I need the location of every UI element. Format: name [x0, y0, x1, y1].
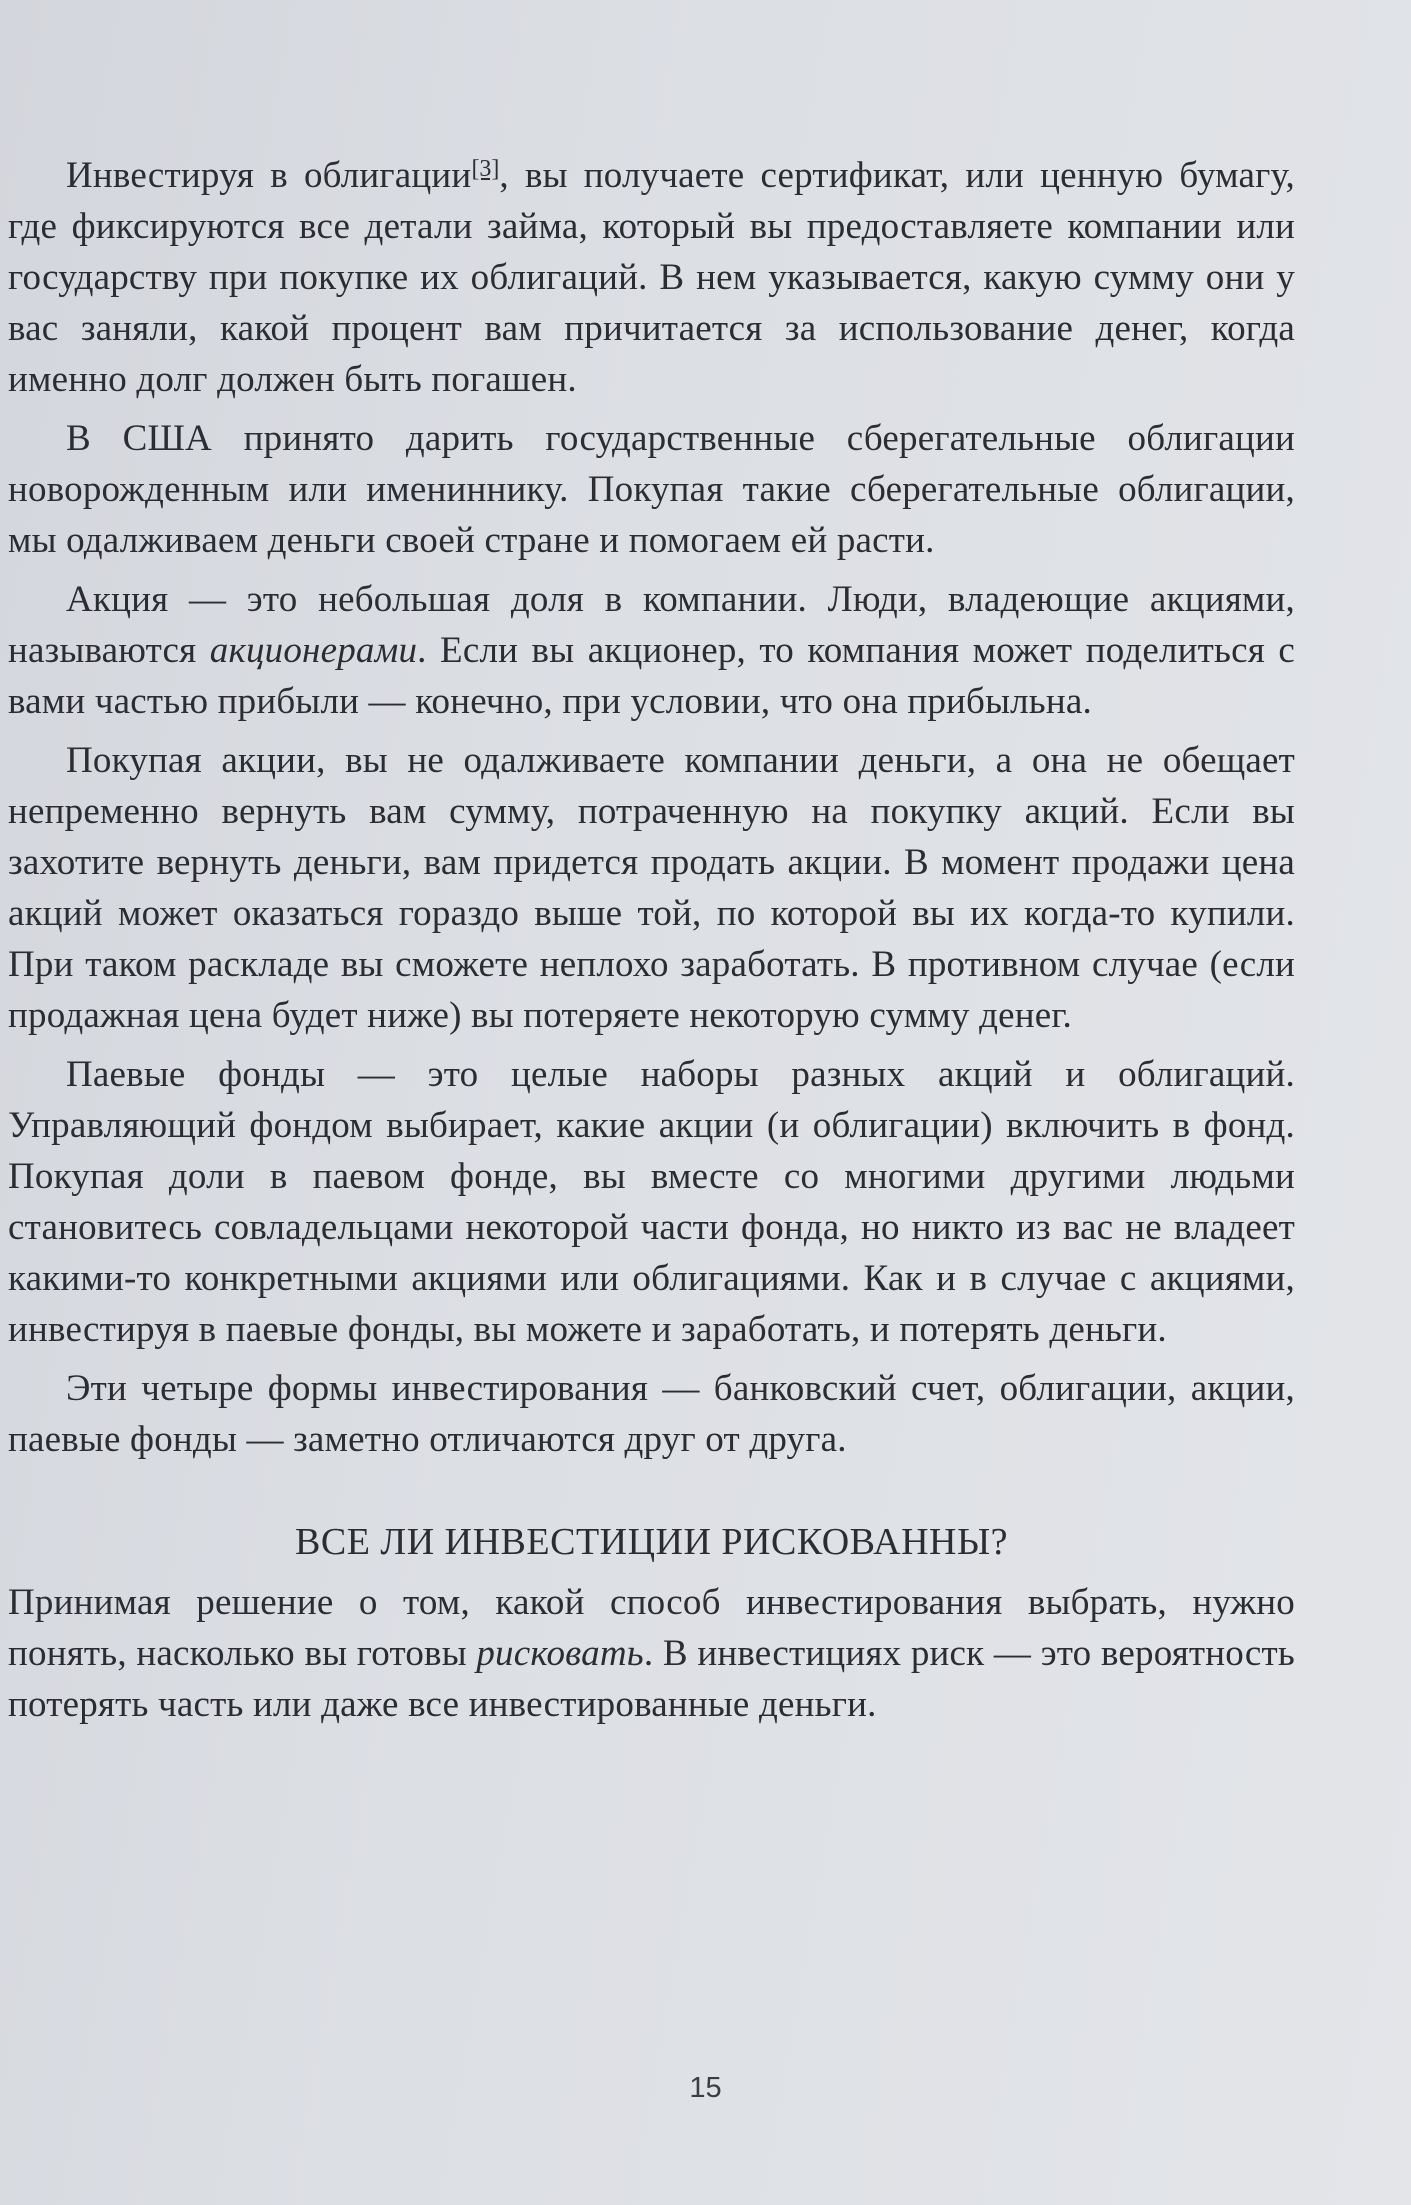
paragraph-mutual-funds: Паевые фонды — это целые наборы разных акций и облигаций. Управляющий фондом выбирает, какие акции (и облигации) включить в фонд. Покупая доли в паевом фонде, вы вместе со многими другими людьми становитесь совладельцами некоторой части фонда, но никто из вас не владеет какими-то конкретными акциями или облигациями. Как и в случае с акциями, инвестируя в паевые фонды, вы можете и заработать, и потерять деньги.: [8, 1054, 1295, 1350]
paragraph-text: Инвестируя в облигации: [66, 155, 472, 196]
italic-term: акционерами: [209, 630, 418, 671]
section-heading: ВСЕ ЛИ ИНВЕСТИЦИИ РИСКОВАННЫ?: [295, 1521, 1008, 1563]
paragraph-text: Принимая решение о том, какой способ инвестирования выбрать, нужно понять, насколько вы готовы: [8, 1582, 1295, 1674]
paragraph-bonds: [8, 150, 1295, 405]
paragraph-risk: [8, 1577, 1295, 1730]
footnote-reference-link[interactable]: [3]: [471, 156, 500, 182]
paragraph-savings-bonds: В США принято дарить государственные сберегательные облигации новорожденным или имениннику. Покупая такие сберегательные облигации, мы одалживаем деньги своей стране и помогаем ей расти.: [8, 418, 1295, 561]
paragraph-text: . Если вы акционер, то компания может поделиться с вами частью прибыли — конечно, при условии, что она прибыльна.: [8, 630, 1295, 722]
page-number: 15: [689, 2072, 722, 2104]
italic-term: рисковать: [476, 1633, 644, 1674]
paragraph-text: Акция — это небольшая доля в компании. Люди, владеющие акциями, называются: [8, 579, 1295, 671]
paragraph-four-forms: Эти четыре формы инвестирования — банковский счет, облигации, акции, паевые фонды — заметно отличаются друг от друга.: [8, 1368, 1295, 1460]
paragraph-text: . В инвестициях риск — это вероятность потерять часть или даже все инвестированные деньги.: [8, 1633, 1295, 1725]
paragraph-text: , вы получаете сертификат, или ценную бумагу, где фиксируются все детали займа, который вы предоставляете компании или государству при покупке их облигаций. В нем указывается, какую сумму они у вас заняли, какой процент вам причитается за использование денег, когда именно долг должен быть погашен.: [8, 155, 1295, 400]
paragraph-stocks: [8, 574, 1295, 727]
paragraph-buying-stocks: Покупая акции, вы не одалживаете компании деньги, а она не обещает непременно вернуть вам сумму, потраченную на покупку акций. Если вы захотите вернуть деньги, вам придется продать акции. В момент продажи цена акций может оказаться гораздо выше той, по которой вы их когда-то купили. При таком раскладе вы сможете неплохо заработать. В противном случае (если продажная цена будет ниже) вы потеряете некоторую сумму денег.: [8, 740, 1295, 1036]
